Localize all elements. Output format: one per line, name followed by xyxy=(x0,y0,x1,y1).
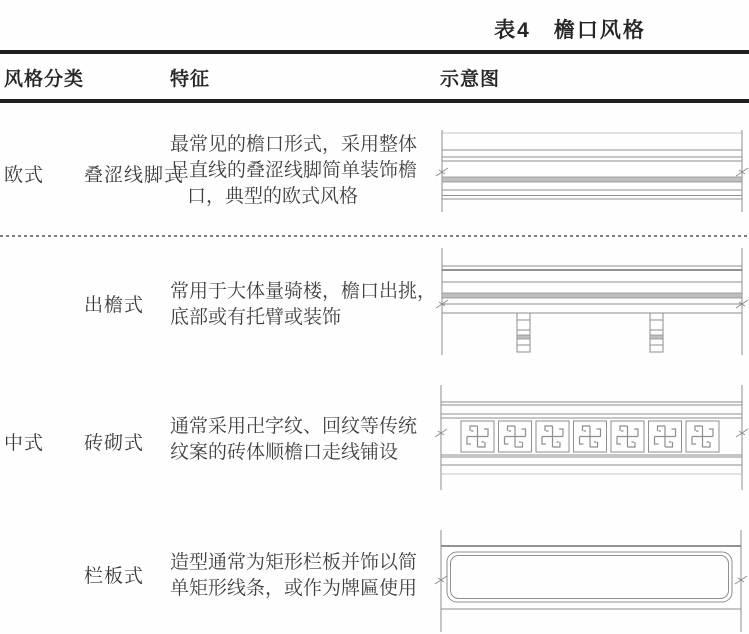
gray-molding-band xyxy=(442,177,742,182)
category-label-european: 欧式 xyxy=(4,165,45,186)
projecting-eave-corbel-drawing xyxy=(420,245,749,360)
header-bottom-rule xyxy=(0,99,749,103)
style-name-brick: 砖砌式 xyxy=(84,433,145,454)
feature-line: 呈直线的叠涩线脚简单装饰檐 xyxy=(170,160,418,181)
style-name-molding: 叠涩线脚式 xyxy=(84,165,185,186)
column-header-feature: 特征 xyxy=(170,69,211,90)
feature-line: 通常采用卍字纹、回纹等传统 xyxy=(170,416,418,437)
feature-text-projecting-eave xyxy=(170,279,436,331)
upper-cornice-lines xyxy=(441,402,742,414)
corbel-bracket xyxy=(650,313,663,352)
feature-line: 底部或有托臂或装饰 xyxy=(170,307,342,328)
upper-molding-lines xyxy=(442,150,742,161)
soffit-lines xyxy=(442,304,742,313)
gray-eave-band xyxy=(442,293,742,298)
corbel-bracket xyxy=(517,313,530,352)
style-name-projecting-eave: 出檐式 xyxy=(84,295,145,316)
fret-panel xyxy=(649,421,682,452)
panel-inner-frame xyxy=(451,556,729,599)
column-header-category: 风格分类 xyxy=(4,69,85,90)
style-name-panel: 栏板式 xyxy=(84,566,145,587)
table-caption: 表4 檐口风格 xyxy=(494,19,646,42)
edge-verticals xyxy=(442,248,742,355)
lower-cornice-lines xyxy=(441,457,742,465)
column-header-diagram: 示意图 xyxy=(440,69,501,90)
lower-molding-lines xyxy=(442,190,742,199)
table-top-rule xyxy=(0,50,749,54)
feature-text-molding xyxy=(170,132,417,210)
panel-outer-frame xyxy=(447,552,732,602)
feature-text-brick xyxy=(170,414,417,466)
feature-line: 纹案的砖体顺檐口走线铺设 xyxy=(170,442,399,463)
fret-panel xyxy=(686,421,719,452)
molding-lines-drawing xyxy=(420,125,749,220)
wan-fret-brick-drawing xyxy=(420,383,749,493)
rounded-rect-panel-drawing xyxy=(420,528,749,634)
fret-panel xyxy=(574,421,607,452)
feature-line: 最常见的檐口形式，采用整体 xyxy=(170,134,418,155)
feature-text-panel xyxy=(170,550,417,602)
edge-verticals xyxy=(441,530,741,632)
fret-panel xyxy=(611,421,644,452)
feature-line: 常用于大体量骑楼，檐口出挑， xyxy=(170,281,437,302)
fret-panel xyxy=(499,421,532,452)
row-divider-dotted xyxy=(0,235,749,237)
edge-verticals xyxy=(442,130,742,212)
fret-panel xyxy=(461,421,494,452)
feature-line: 口，典型的欧式风格 xyxy=(187,186,359,207)
fret-panel xyxy=(536,421,569,452)
feature-line: 单矩形线条，或作为牌匾使用 xyxy=(170,578,418,599)
feature-line: 造型通常为矩形栏板并饰以简 xyxy=(170,552,418,573)
category-label-chinese: 中式 xyxy=(4,433,45,454)
